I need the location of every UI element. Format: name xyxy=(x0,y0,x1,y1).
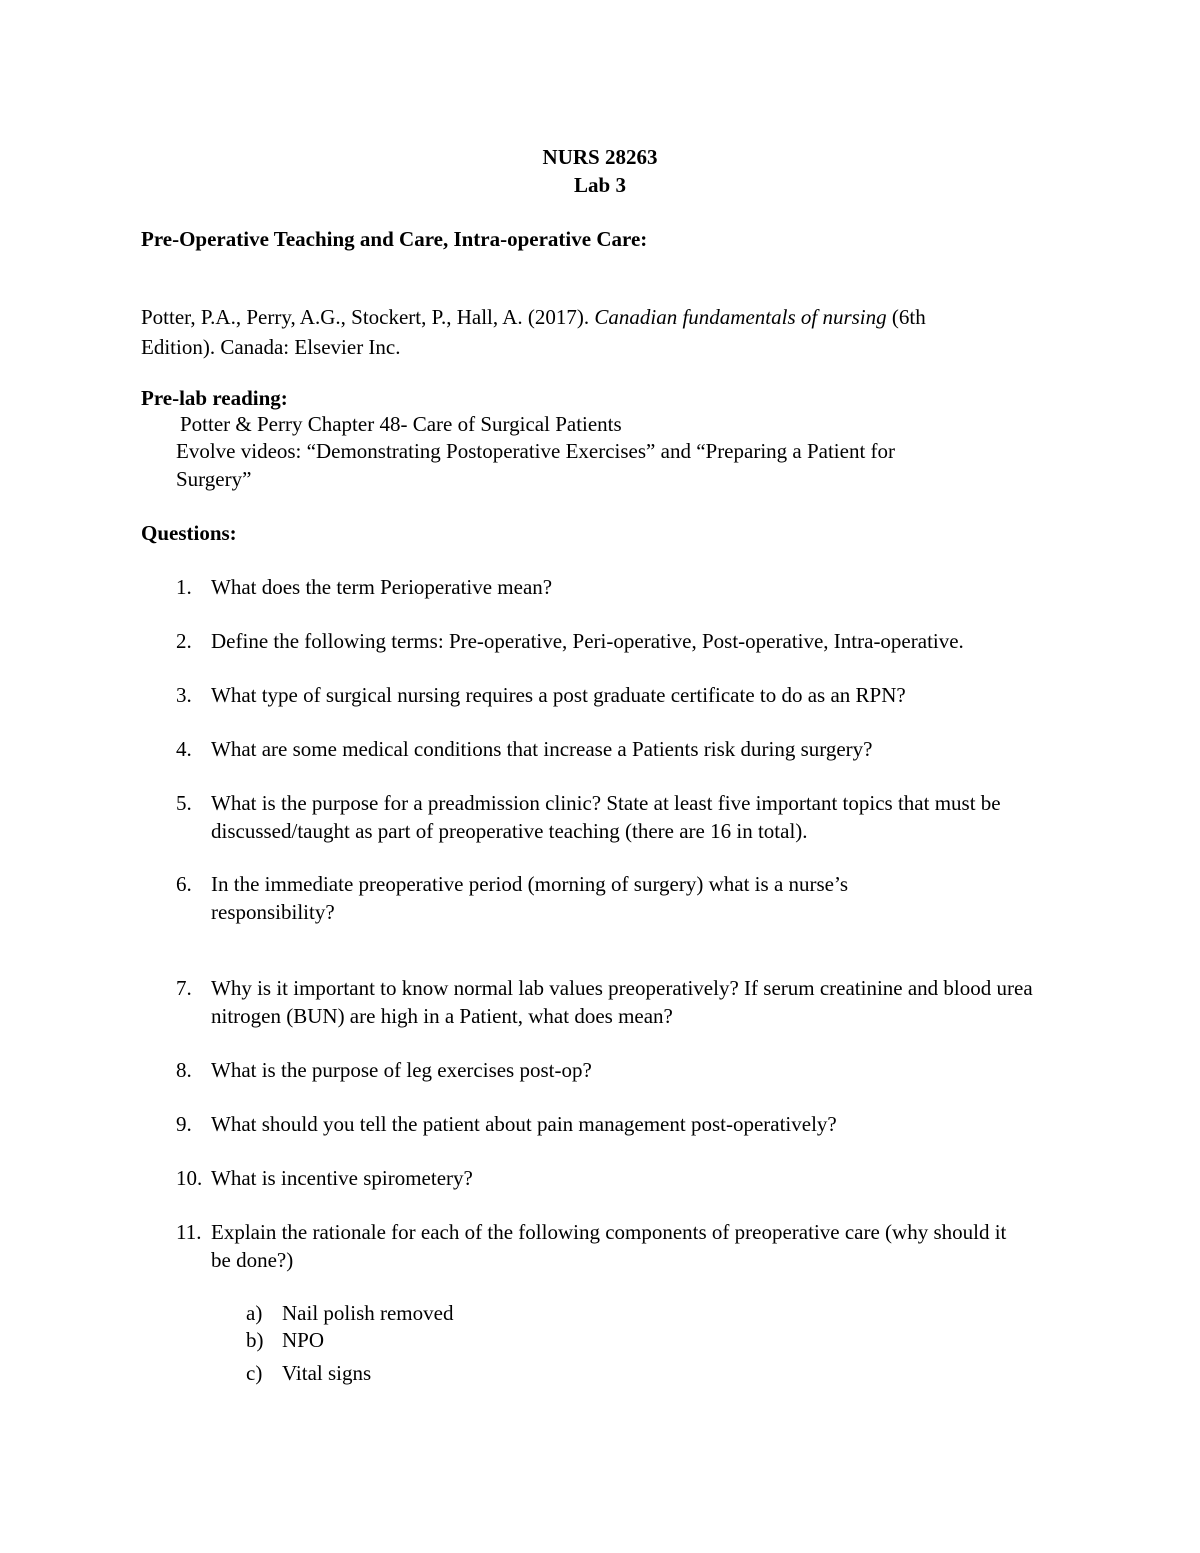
question-text: What type of surgical nursing requires a post graduate certificate to do as an RPN? xyxy=(211,683,906,707)
question-number: 3. xyxy=(176,683,192,707)
question-number: 11. xyxy=(176,1220,202,1244)
question-text: What should you tell the patient about pain management post-operatively? xyxy=(211,1112,837,1136)
lab-number: Lab 3 xyxy=(574,173,626,197)
question-number: 10. xyxy=(176,1166,203,1190)
prelab-reading-chapter: Potter & Perry Chapter 48- Care of Surgical Patients xyxy=(180,412,622,436)
prelab-reading-videos-cont: Surgery” xyxy=(176,467,252,491)
reference-edition: (6th xyxy=(886,305,926,329)
question-number: 8. xyxy=(176,1058,192,1082)
subitem-text: NPO xyxy=(282,1328,325,1352)
topic-heading: Pre-Operative Teaching and Care, Intra-operative Care: xyxy=(141,227,648,251)
subitem-text: Vital signs xyxy=(282,1361,372,1385)
question-number: 4. xyxy=(176,737,192,761)
subitem-label: b) xyxy=(246,1328,264,1352)
question-text: What does the term Perioperative mean? xyxy=(211,575,553,599)
question-number: 2. xyxy=(176,629,192,653)
question-text: Define the following terms: Pre-operative, Peri-operative, Post-operative, Intra-operative. xyxy=(211,629,964,653)
question-number: 9. xyxy=(176,1112,192,1136)
question-number: 1. xyxy=(176,575,192,599)
question-text: What is the purpose for a preadmission clinic? State at least five important topics that must be discussed/taught as part of preoperative teaching (there are 16 in total). xyxy=(211,791,1001,843)
question-number: 5. xyxy=(176,791,192,815)
question-text: What is incentive spirometery? xyxy=(211,1166,473,1190)
question-number: 7. xyxy=(176,976,192,1000)
question-text: In the immediate preoperative period (morning of surgery) what is a nurse’s responsibility? xyxy=(211,872,849,924)
questions-heading: Questions: xyxy=(141,521,237,545)
course-code: NURS 28263 xyxy=(542,145,658,169)
question-text: Explain the rationale for each of the following components of preoperative care (why should it be done?) xyxy=(211,1220,1007,1272)
question-text: What are some medical conditions that increase a Patients risk during surgery? xyxy=(211,737,873,761)
prelab-heading: Pre-lab reading: xyxy=(141,386,288,410)
question-text: Why is it important to know normal lab values preoperatively? If serum creatinine and blood urea nitrogen (BUN) are high in a Patient, what does mean? xyxy=(211,976,1033,1028)
reference-line-1 xyxy=(141,303,926,331)
question-text: What is the purpose of leg exercises post-op? xyxy=(211,1058,592,1082)
reference-authors: Potter, P.A., Perry, A.G., Stockert, P., Hall, A. (2017). xyxy=(141,305,595,329)
subitem-label: c) xyxy=(246,1361,263,1385)
subitem-label: a) xyxy=(246,1301,263,1325)
reference-title: Canadian fundamentals of nursing xyxy=(594,305,887,329)
question-number: 6. xyxy=(176,872,192,896)
reference-line-2: Edition). Canada: Elsevier Inc. xyxy=(141,335,401,359)
subitem-text: Nail polish removed xyxy=(282,1301,454,1325)
prelab-reading-videos: Evolve videos: “Demonstrating Postoperative Exercises” and “Preparing a Patient for xyxy=(176,439,896,463)
